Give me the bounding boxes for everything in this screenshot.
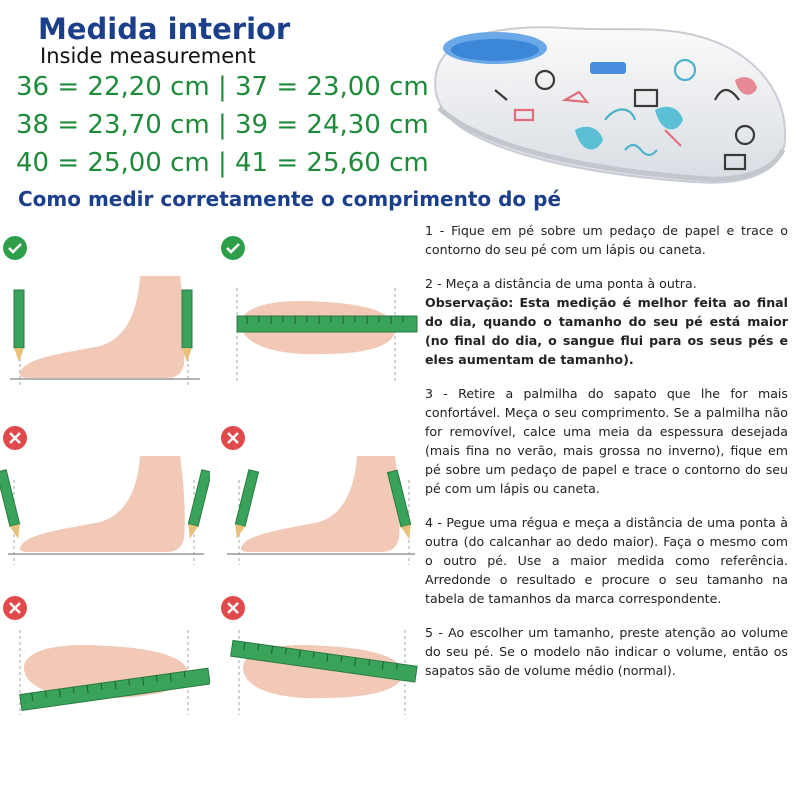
- check-icon: [3, 236, 27, 260]
- note-label: Observação:: [425, 295, 514, 311]
- pencil-icon: [0, 470, 23, 540]
- section-heading: Como medir corretamente o comprimento do pé: [18, 187, 562, 211]
- page-subtitle: Inside measurement: [40, 44, 256, 68]
- illustration-side-incorrect: [0, 420, 210, 570]
- cross-icon: [3, 596, 27, 620]
- illustration-top-incorrect: [0, 590, 210, 720]
- instructions: [425, 222, 788, 697]
- cross-icon: [3, 426, 27, 450]
- instruction-step-2: 2 - Meça a distância de uma ponta à outra.: [425, 276, 697, 292]
- cross-icon: [221, 426, 245, 450]
- clog-shoe-image: [425, 10, 795, 200]
- pencil-icon: [14, 290, 24, 362]
- pencil-icon: [185, 470, 210, 540]
- check-icon: [221, 236, 245, 260]
- size-line-2: 38 = 23,70 cm | 39 = 24,30 cm: [16, 110, 429, 140]
- pencil-icon: [182, 290, 192, 362]
- illustration-side-incorrect-alt: [215, 420, 420, 570]
- instruction-step-3: 3 - Retire a palmilha do sapato que lhe for mais confortável. Meça o seu comprimento. Se a palmilha não for removível, calce uma meia da espessura desejada (mais fina no verão, mais grossa no inverno), fique em pé sobre um pedaço de papel e trace o contorno do seu pé com um lápis ou caneta.: [425, 386, 788, 496]
- page-title: Medida interior: [38, 12, 291, 46]
- ruler-icon: [237, 316, 417, 332]
- size-line-1: 36 = 22,20 cm | 37 = 23,00 cm: [16, 72, 429, 102]
- size-line-3: 40 = 25,00 cm | 41 = 25,60 cm: [16, 148, 429, 178]
- instruction-step-1: 1 - Fique em pé sobre um pedaço de papel e trace o contorno do seu pé com um lápis ou caneta.: [425, 223, 788, 257]
- cross-icon: [221, 596, 245, 620]
- instruction-step-5: 5 - Ao escolher um tamanho, preste atenção ao volume do seu pé. Se o modelo não indicar o volume, então os sapatos são de volume médio (normal).: [425, 625, 788, 679]
- note-text: Esta medição é melhor feita ao final do dia, quando o tamanho do seu pé está maior (no final do dia, o sangue flui para os seus pés e eles aumentam de tamanho).: [425, 295, 788, 367]
- instruction-step-4: 4 - Pegue uma régua e meça a distância de uma ponta à outra (do calcanhar ao dedo maior). Faça o mesmo com o outro pé. Use a maior medida como referência. Arredonde o resultado e procure o seu tamanho na tabela de tamanhos da marca correspondente.: [425, 515, 788, 606]
- illustration-side-correct: [0, 228, 210, 388]
- illustration-top-correct: [215, 228, 420, 388]
- instruction-step-2-block: [425, 275, 788, 370]
- pencil-icon: [232, 470, 259, 540]
- illustration-top-incorrect-alt: [215, 590, 420, 720]
